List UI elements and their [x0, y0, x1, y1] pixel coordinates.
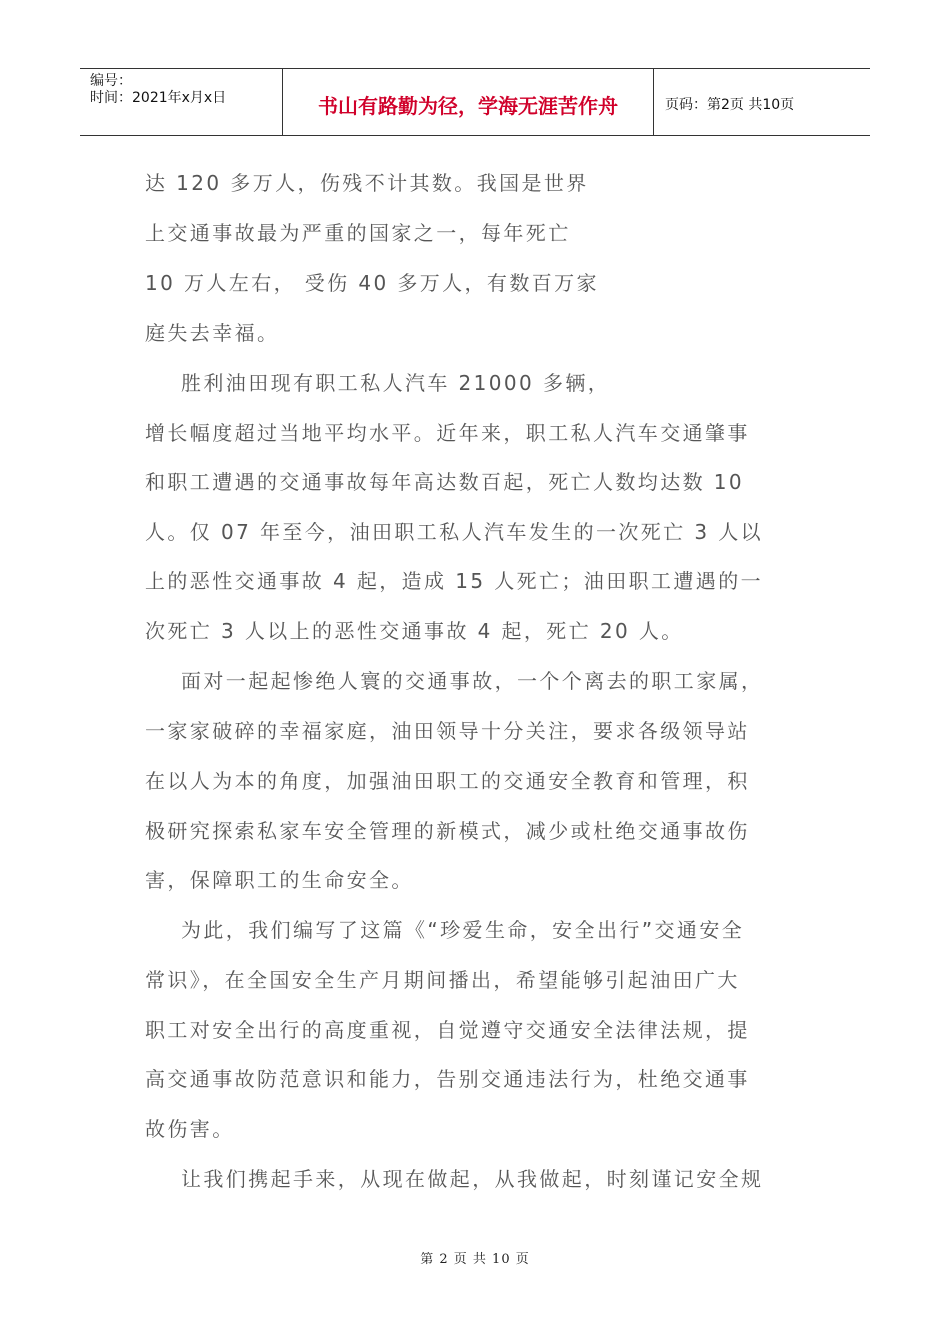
body-line: 人。仅 07 年至今，油田职工私人汽车发生的一次死亡 3 人以: [145, 520, 764, 544]
body-line: 和职工遭遇的交通事故每年高达数百起，死亡人数均达数 10: [145, 470, 745, 494]
body-line: 高交通事故防范意识和能力，告别交通违法行为，杜绝交通事: [145, 1067, 750, 1091]
document-number-label: 编号：: [90, 73, 132, 89]
body-line: 面对一起起惨绝人寰的交通事故，一个个离去的职工家属，: [181, 669, 764, 693]
body-line: 胜利油田现有职工私人汽车 21000 多辆，: [181, 371, 611, 395]
body-line: 职工对安全出行的高度重视，自觉遵守交通安全法律法规，提: [145, 1018, 750, 1042]
body-line: 次死亡 3 人以上的恶性交通事故 4 起，死亡 20 人。: [145, 619, 684, 643]
body-line: 达 120 多万人，伤残不计其数。我国是世界: [145, 171, 589, 195]
body-line: 为此，我们编写了这篇《“珍爱生命，安全出行”交通安全: [181, 918, 745, 942]
body-line: 上交通事故最为严重的国家之一，每年死亡: [145, 221, 571, 245]
body-line: 上的恶性交通事故 4 起，造成 15 人死亡；油田职工遭遇的一: [145, 569, 764, 593]
page-footer: 第 2 页 共 10 页: [420, 1252, 530, 1267]
body-line: 让我们携起手来，从现在做起，从我做起，时刻谨记安全规: [181, 1167, 764, 1191]
body-line: 常识》，在全国安全生产月期间播出，希望能够引起油田广大: [145, 968, 740, 992]
document-date-label: 时间：2021年x月x日: [90, 90, 227, 106]
header-motto: 书山有路勤为径，学海无涯苦作舟: [282, 69, 654, 135]
body-line: 在以人为本的角度，加强油田职工的交通安全教育和管理，积: [145, 769, 750, 793]
body-line: 增长幅度超过当地平均水平。近年来，职工私人汽车交通肇事: [145, 421, 750, 445]
body-line: 10 万人左右， 受伤 40 多万人，有数百万家: [145, 271, 599, 295]
body-line: 害，保障职工的生命安全。: [145, 868, 414, 892]
header-meta: [80, 69, 282, 135]
body-line: 故伤害。: [145, 1117, 235, 1141]
body-line: 庭失去幸福。: [145, 321, 280, 345]
body-line: 一家家破碎的幸福家庭，油田领导十分关注，要求各级领导站: [145, 719, 750, 743]
document-header: [80, 68, 870, 136]
body-line: 极研究探索私家车安全管理的新模式，减少或杜绝交通事故伤: [145, 819, 750, 843]
header-page-label: 页码：第2页 共10页: [665, 97, 795, 113]
